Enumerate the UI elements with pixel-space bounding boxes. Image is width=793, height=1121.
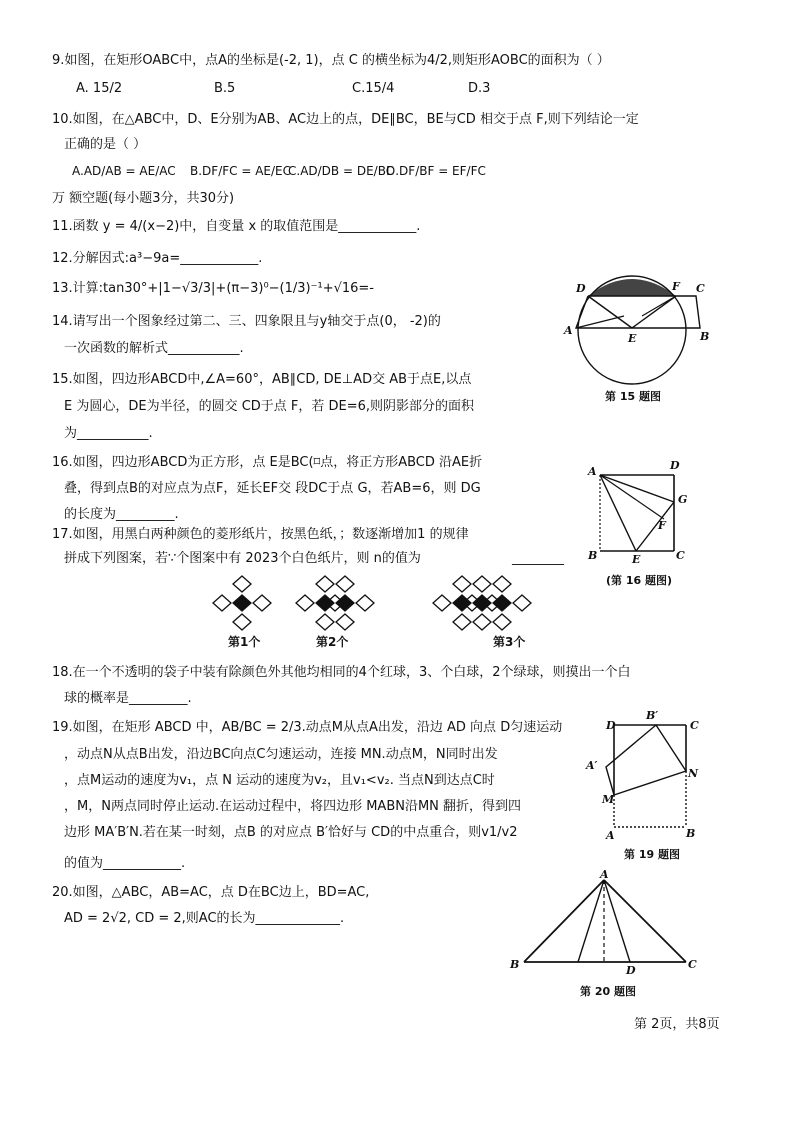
q16-line1: 16.如图，四边形ABCD为正方形，点 E是BC(⌑点，将正方形ABCD 沿AE折 — [52, 455, 483, 470]
q20-line1: 20.如图，△ABC，AB=AC，点 D在BC边上，BD=AC, — [52, 885, 370, 900]
q10-line1: 10.如图，在△ABC中，D、E分别为AB、AC边上的点，DE∥BC，BE与CD 相交于点 F,则下列结论一定 — [52, 112, 639, 127]
pattern-1 — [213, 576, 271, 630]
q11: 11.函数 y = 4/(x−2)中，自变量 x 的取值范围是____________. — [52, 219, 421, 234]
figure-20-caption: 第 20 题图 — [580, 985, 636, 998]
label-b: B — [700, 330, 710, 343]
q17-line2: 拼成下列图案，若∵个图案中有 2023个白色纸片，则 n的值为 — [64, 551, 421, 566]
label-b-prime: B′ — [646, 709, 659, 722]
q17-label-3: 第3个 — [493, 635, 526, 649]
label-g: G — [678, 493, 688, 506]
label-b: B — [686, 827, 696, 840]
label-b: B — [510, 958, 520, 971]
label-c: C — [690, 719, 699, 732]
label-f: F — [672, 280, 680, 293]
label-f: F — [658, 519, 666, 532]
label-a: A — [600, 868, 609, 881]
q9-stem: 9.如图，在矩形OABC中，点A的坐标是(-2, 1)，点 C 的横坐标为4/2,则矩形AOBC的面积为（ ） — [52, 53, 610, 68]
q10-option-b: B.DF/FC = AE/EC — [190, 164, 291, 178]
figure-16-caption: (第 16 题图) — [606, 574, 673, 587]
q18-line1: 18.在一个不透明的袋子中装有除颜色外其他均相同的4个红球，3、个白球，2个绿球，则摸出一个白 — [52, 665, 631, 680]
label-a: A — [564, 324, 573, 337]
q17-line1: 17.如图，用黑白两种颜色的菱形纸片，按黑色纸，；数逐渐增加1 的规律 — [52, 527, 469, 542]
label-c: C — [696, 282, 705, 295]
q14-line1: 14.请写出一个图象经过第二、三、四象限且与y轴交于点(0， -2)的 — [52, 314, 441, 329]
q17-blank: ________ — [512, 551, 564, 566]
q16-line3: 的长度为_________. — [64, 507, 179, 522]
q14-line2: 一次函数的解析式___________. — [64, 341, 244, 356]
shaded-segment — [588, 279, 676, 296]
section-fill-in-heading: 万 额空题(每小题3分，共30分) — [52, 191, 235, 206]
label-b: B — [588, 549, 598, 562]
label-a: A — [606, 829, 615, 842]
label-d: D — [626, 964, 636, 977]
q12: 12.分解因式:a³−9a=____________. — [52, 251, 263, 266]
label-d: D — [576, 282, 586, 295]
q16-line2: 叠，得到点B的对应点为点F，延长EF交 段DC于点 G，若AB=6，则 DG — [64, 481, 481, 496]
pattern-2 — [296, 576, 374, 630]
label-c: C — [676, 549, 685, 562]
q20-line2: AD = 2√2, CD = 2,则AC的长为_____________. — [64, 911, 345, 926]
figure-15 — [562, 270, 732, 392]
label-d: D — [606, 719, 616, 732]
q9-option-b: B.5 — [214, 81, 236, 96]
figure-15-caption: 第 15 题图 — [605, 390, 661, 403]
figure-19 — [584, 705, 714, 845]
q19-line1: 19.如图，在矩形 ABCD 中，AB/BC = 2/3.动点M从点A出发，沿边 AD 向点 D匀速运动 — [52, 720, 563, 735]
q10-option-c: C.AD/DB = DE/BC — [288, 164, 395, 178]
q17-label-1: 第1个 — [228, 635, 261, 649]
label-a-prime: A′ — [586, 759, 598, 772]
q13: 13.计算:tan30°+|1−√3/3|+(π−3)⁰−(1/3)⁻¹+√16=- — [52, 281, 374, 296]
q17-label-2: 第2个 — [316, 635, 349, 649]
q9-option-c: C.15/4 — [352, 81, 395, 96]
q19-line3: ，点M运动的速度为v₁，点 N 运动的速度为v₂，且v₁<v₂. 当点N到达点C时 — [64, 773, 495, 788]
q18-line2: 球的概率是_________. — [64, 691, 192, 706]
q10-option-a: A.AD/AB = AE/AC — [72, 164, 176, 178]
q10-option-d: D.DF/BF = EF/FC — [386, 164, 486, 178]
page-number: 第 2页，共8页 — [634, 1017, 720, 1032]
q19-line2: ，动点N从点B出发，沿边BC向点C匀速运动，连接 MN.动点M，N同时出发 — [64, 747, 498, 762]
q15-line3: 为___________. — [64, 426, 153, 441]
figure-20 — [506, 868, 706, 978]
label-e: E — [632, 553, 641, 566]
q9-option-d: D.3 — [468, 81, 491, 96]
q9-option-a: A. 15/2 — [76, 81, 123, 96]
q15-line1: 15.如图，四边形ABCD中,∠A=60°，AB∥CD, DE⊥AD交 AB于点E,以点 — [52, 372, 472, 387]
q19-line4: ，M，N两点同时停止运动.在运动过程中，将四边形 MABN沿MN 翻折，得到四 — [64, 799, 522, 814]
figure-19-caption: 第 19 题图 — [624, 848, 680, 861]
figure-16 — [582, 455, 702, 570]
pattern-3 — [433, 576, 531, 630]
label-d: D — [670, 459, 680, 472]
label-m: M — [602, 793, 615, 806]
q15-line2: E 为圆心，DE为半径，的圆交 CD于点 F，若 DE=6,则阴影部分的面积 — [64, 399, 475, 414]
label-a: A — [588, 465, 597, 478]
q10-line2: 正确的是（ ） — [64, 137, 147, 152]
label-c: C — [688, 958, 697, 971]
label-n: N — [688, 767, 699, 780]
q19-line5: 边形 MA′B′N.若在某一时刻，点B 的对应点 B′恰好与 CD的中点重合，则v1/v2 — [64, 825, 518, 840]
q19-line6: 的值为____________. — [64, 856, 186, 871]
label-e: E — [628, 332, 637, 345]
